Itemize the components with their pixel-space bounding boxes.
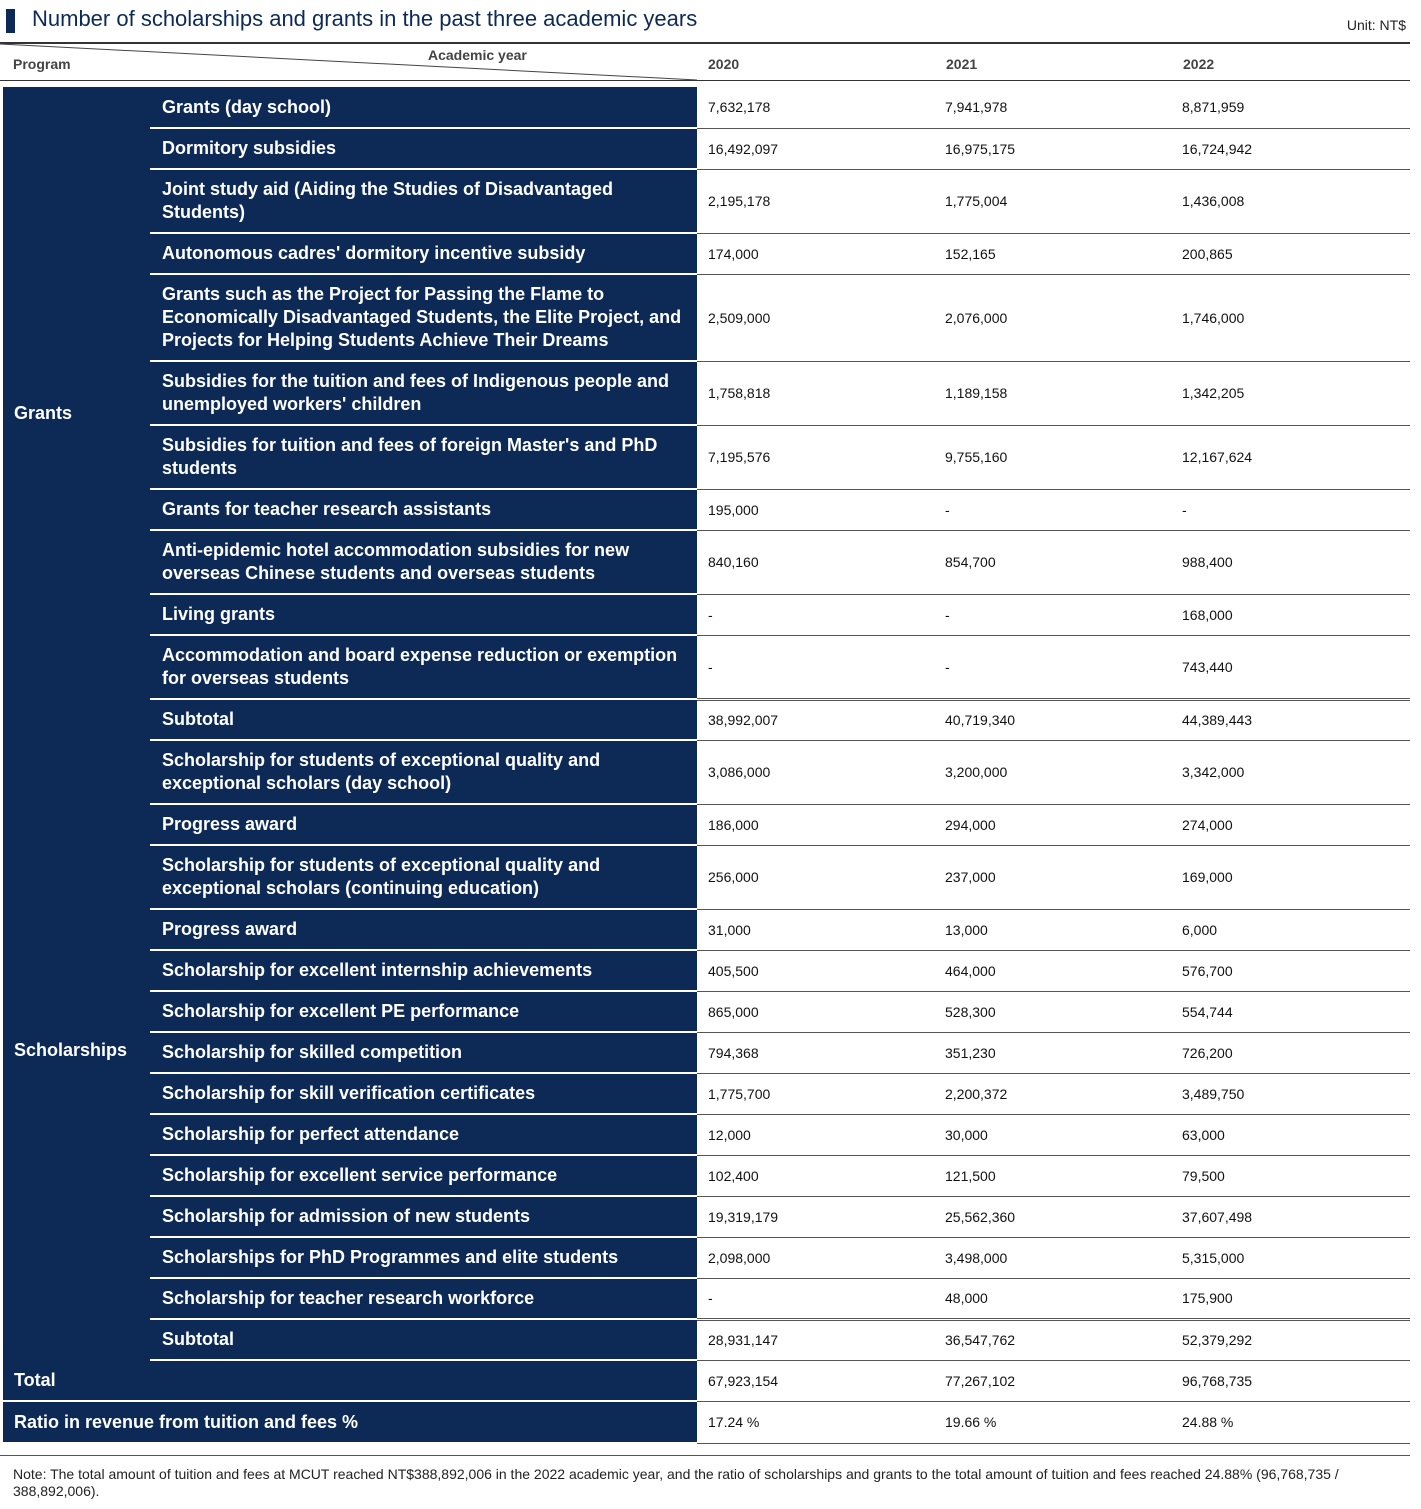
total-value-2020: 67,923,154 (697, 1360, 934, 1401)
total-value-2021: 77,267,102 (934, 1360, 1171, 1401)
value-cell-2021: - (934, 489, 1171, 530)
table-row (3, 1155, 1410, 1196)
program-label: Scholarship for students of exceptional quality and exceptional scholars (day school) (150, 740, 697, 804)
value-cell-2020: 840,160 (697, 530, 934, 594)
header-year-2020: 2020 (708, 56, 740, 72)
value-cell-2020: 3,086,000 (697, 740, 934, 804)
value-cell-2022: 63,000 (1171, 1114, 1410, 1155)
value-cell-2021: 152,165 (934, 233, 1171, 274)
header-program: Program (13, 56, 71, 72)
value-cell-2022: 169,000 (1171, 845, 1410, 909)
value-cell-2020: 7,632,178 (697, 87, 934, 128)
table-row (3, 740, 1410, 804)
header-diagonal-line (0, 42, 700, 81)
program-label: Grants (day school) (150, 87, 697, 128)
program-label: Subsidies for the tuition and fees of Indigenous people and unemployed workers' children (150, 361, 697, 425)
value-cell-2021: 1,189,158 (934, 361, 1171, 425)
value-cell-2020: 1,775,700 (697, 1073, 934, 1114)
program-label: Scholarship for excellent service performance (150, 1155, 697, 1196)
table-row (3, 804, 1410, 845)
table-row (3, 594, 1410, 635)
value-cell-2020: 405,500 (697, 950, 934, 991)
table-row (3, 425, 1410, 489)
title-accent-bar (6, 9, 15, 33)
table-row (3, 1196, 1410, 1237)
footnote: Note: The total amount of tuition and fees at MCUT reached NT$388,892,006 in the 2022 academic year, and the ratio of scholarships and grants to the total amount of tuition and fees reached 24.88% (96,768,735 / 388,892,006). (13, 1466, 1339, 1499)
value-cell-2021: 13,000 (934, 909, 1171, 950)
value-cell-2022: 168,000 (1171, 594, 1410, 635)
table-row (3, 274, 1410, 361)
scholarships-group-label: Scholarships (3, 740, 147, 1360)
program-label: Scholarship for excellent PE performance (150, 991, 697, 1032)
value-cell-2020: 195,000 (697, 489, 934, 530)
ratio-value-2021: 19.66 % (934, 1401, 1171, 1443)
table-row (3, 233, 1410, 274)
table-row (3, 1237, 1410, 1278)
header-year-2021: 2021 (946, 56, 978, 72)
program-label: Progress award (150, 909, 697, 950)
scholarship-table (3, 87, 1410, 1444)
value-cell-2020: 1,758,818 (697, 361, 934, 425)
ratio-label: Ratio in revenue from tuition and fees % (3, 1401, 697, 1443)
program-label: Subsidies for tuition and fees of foreign Master's and PhD students (150, 425, 697, 489)
value-cell-2022: 1,342,205 (1171, 361, 1410, 425)
value-cell-2022: 1,746,000 (1171, 274, 1410, 361)
value-cell-2022: 554,744 (1171, 991, 1410, 1032)
total-value-2022: 96,768,735 (1171, 1360, 1410, 1401)
program-label: Scholarship for skill verification certificates (150, 1073, 697, 1114)
ratio-value-2020: 17.24 % (697, 1401, 934, 1443)
value-cell-2022: 1,436,008 (1171, 169, 1410, 233)
program-label: Anti-epidemic hotel accommodation subsidies for new overseas Chinese students and overseas students (150, 530, 697, 594)
value-cell-2022: 52,379,292 (1171, 1319, 1410, 1360)
value-cell-2021: 854,700 (934, 530, 1171, 594)
program-label: Scholarship for admission of new students (150, 1196, 697, 1237)
grants-subtotal-label: Subtotal (150, 699, 697, 740)
program-label: Accommodation and board expense reduction or exemption for overseas students (150, 635, 697, 699)
table-row (3, 991, 1410, 1032)
unit-label: Unit: NT$ (1346, 17, 1406, 33)
value-cell-2021: 3,498,000 (934, 1237, 1171, 1278)
value-cell-2020: 174,000 (697, 233, 934, 274)
table-row (3, 489, 1410, 530)
table-row (3, 87, 1410, 128)
program-label: Scholarship for perfect attendance (150, 1114, 697, 1155)
value-cell-2022: 16,724,942 (1171, 128, 1410, 169)
value-cell-2022: 726,200 (1171, 1032, 1410, 1073)
value-cell-2021: 1,775,004 (934, 169, 1171, 233)
value-cell-2022: 6,000 (1171, 909, 1410, 950)
header-year-2022: 2022 (1183, 56, 1215, 72)
table-row (3, 1278, 1410, 1319)
value-cell-2020: 794,368 (697, 1032, 934, 1073)
value-cell-2021: 3,200,000 (934, 740, 1171, 804)
value-cell-2020: - (697, 635, 934, 699)
value-cell-2020: 2,098,000 (697, 1237, 934, 1278)
header-academic-year: Academic year (428, 47, 527, 63)
table-row (3, 699, 1410, 740)
program-label: Grants for teacher research assistants (150, 489, 697, 530)
program-label: Autonomous cadres' dormitory incentive subsidy (150, 233, 697, 274)
table-row (3, 361, 1410, 425)
value-cell-2022: - (1171, 489, 1410, 530)
value-cell-2021: 294,000 (934, 804, 1171, 845)
value-cell-2021: 25,562,360 (934, 1196, 1171, 1237)
value-cell-2020: 186,000 (697, 804, 934, 845)
value-cell-2021: 40,719,340 (934, 699, 1171, 740)
grants-group-label: Grants (3, 87, 147, 740)
table-row (3, 845, 1410, 909)
value-cell-2022: 988,400 (1171, 530, 1410, 594)
scholarships-subtotal-label: Subtotal (150, 1319, 697, 1360)
value-cell-2022: 12,167,624 (1171, 425, 1410, 489)
table-row (3, 909, 1410, 950)
value-cell-2022: 3,489,750 (1171, 1073, 1410, 1114)
value-cell-2022: 576,700 (1171, 950, 1410, 991)
value-cell-2020: 256,000 (697, 845, 934, 909)
value-cell-2021: 2,076,000 (934, 274, 1171, 361)
value-cell-2022: 743,440 (1171, 635, 1410, 699)
value-cell-2020: - (697, 594, 934, 635)
value-cell-2021: - (934, 635, 1171, 699)
table-row (3, 950, 1410, 991)
program-label: Dormitory subsidies (150, 128, 697, 169)
value-cell-2020: 7,195,576 (697, 425, 934, 489)
value-cell-2022: 200,865 (1171, 233, 1410, 274)
program-label: Joint study aid (Aiding the Studies of Disadvantaged Students) (150, 169, 697, 233)
value-cell-2020: 28,931,147 (697, 1319, 934, 1360)
value-cell-2021: 237,000 (934, 845, 1171, 909)
value-cell-2022: 175,900 (1171, 1278, 1410, 1319)
program-label: Living grants (150, 594, 697, 635)
program-label: Progress award (150, 804, 697, 845)
value-cell-2020: 38,992,007 (697, 699, 934, 740)
value-cell-2021: 464,000 (934, 950, 1171, 991)
value-cell-2021: 48,000 (934, 1278, 1171, 1319)
value-cell-2022: 44,389,443 (1171, 699, 1410, 740)
value-cell-2022: 274,000 (1171, 804, 1410, 845)
program-label: Scholarships for PhD Programmes and elite students (150, 1237, 697, 1278)
value-cell-2021: 30,000 (934, 1114, 1171, 1155)
value-cell-2021: 351,230 (934, 1032, 1171, 1073)
value-cell-2022: 8,871,959 (1171, 87, 1410, 128)
table-row (3, 530, 1410, 594)
value-cell-2022: 5,315,000 (1171, 1237, 1410, 1278)
ratio-value-2022: 24.88 % (1171, 1401, 1410, 1443)
value-cell-2020: 865,000 (697, 991, 934, 1032)
table-header (0, 42, 1410, 81)
table-row (3, 169, 1410, 233)
value-cell-2021: - (934, 594, 1171, 635)
value-cell-2021: 528,300 (934, 991, 1171, 1032)
value-cell-2022: 3,342,000 (1171, 740, 1410, 804)
value-cell-2020: 2,509,000 (697, 274, 934, 361)
value-cell-2020: 102,400 (697, 1155, 934, 1196)
table-row (3, 128, 1410, 169)
value-cell-2020: 2,195,178 (697, 169, 934, 233)
program-label: Scholarship for students of exceptional quality and exceptional scholars (continuing education) (150, 845, 697, 909)
table-row (3, 1073, 1410, 1114)
page-title: Number of scholarships and grants in the past three academic years (32, 6, 698, 31)
value-cell-2022: 37,607,498 (1171, 1196, 1410, 1237)
program-label: Scholarship for teacher research workforce (150, 1278, 697, 1319)
total-label: Total (3, 1360, 697, 1401)
value-cell-2020: - (697, 1278, 934, 1319)
value-cell-2020: 19,319,179 (697, 1196, 934, 1237)
ratio-row (3, 1401, 1410, 1443)
table-row (3, 1319, 1410, 1360)
value-cell-2020: 12,000 (697, 1114, 934, 1155)
value-cell-2021: 2,200,372 (934, 1073, 1171, 1114)
value-cell-2021: 16,975,175 (934, 128, 1171, 169)
program-label: Scholarship for excellent internship achievements (150, 950, 697, 991)
value-cell-2021: 7,941,978 (934, 87, 1171, 128)
program-label: Scholarship for skilled competition (150, 1032, 697, 1073)
table-row (3, 1114, 1410, 1155)
value-cell-2021: 9,755,160 (934, 425, 1171, 489)
value-cell-2021: 36,547,762 (934, 1319, 1171, 1360)
header-bottom-rule (0, 80, 1410, 81)
value-cell-2022: 79,500 (1171, 1155, 1410, 1196)
total-row (3, 1360, 1410, 1401)
value-cell-2020: 16,492,097 (697, 128, 934, 169)
value-cell-2021: 121,500 (934, 1155, 1171, 1196)
value-cell-2020: 31,000 (697, 909, 934, 950)
table-row (3, 1032, 1410, 1073)
note-rule (0, 1455, 1410, 1456)
program-label: Grants such as the Project for Passing the Flame to Economically Disadvantaged Students, the Elite Project, and Projects for Helping Students Achieve Their Dreams (150, 274, 697, 361)
table-row (3, 635, 1410, 699)
